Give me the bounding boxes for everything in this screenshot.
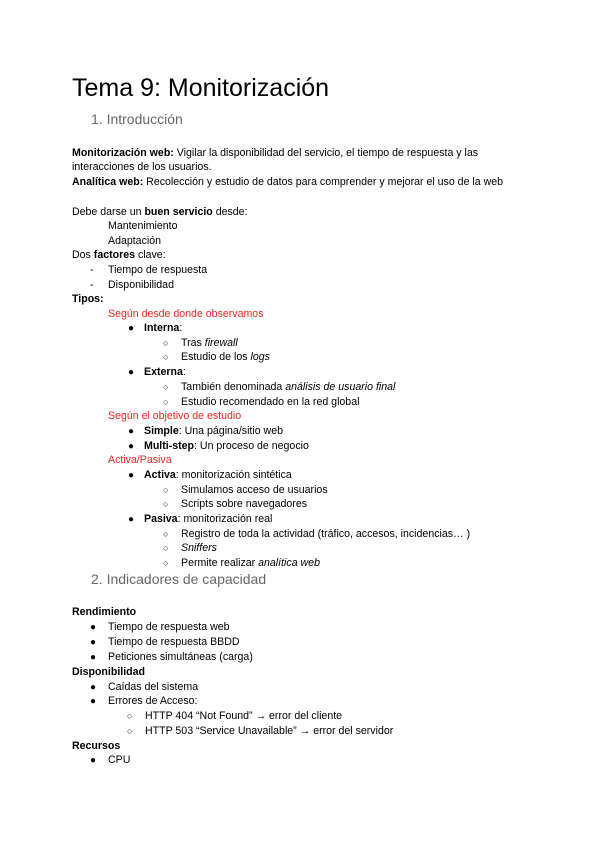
definition-term: Analítica web: bbox=[72, 176, 144, 188]
text: clave: bbox=[135, 249, 166, 261]
error-item: HTTP 404 “Not Found” → error del cliente bbox=[145, 710, 343, 722]
type-interna bbox=[144, 322, 182, 335]
circle-bullet-icon: ○ bbox=[127, 726, 133, 736]
error-item: HTTP 503 “Service Unavailable” → error del servidor bbox=[145, 725, 394, 737]
type-simple bbox=[144, 425, 283, 438]
circle-bullet-icon: ○ bbox=[163, 338, 169, 348]
bullet-icon: ● bbox=[128, 323, 135, 334]
types-by-objective: Según el objetivo de estudio bbox=[108, 410, 242, 422]
service-item: Mantenimiento bbox=[108, 220, 178, 232]
factors-intro bbox=[72, 249, 166, 262]
types-label bbox=[72, 293, 104, 306]
factor-item: Disponibilidad bbox=[108, 279, 174, 291]
section-heading-intro: 1. Introducción bbox=[91, 111, 183, 127]
bold-text: Multi-step bbox=[144, 440, 195, 452]
italic-text: logs bbox=[250, 351, 270, 363]
interna-sub-item bbox=[181, 337, 238, 350]
type-pasiva bbox=[144, 513, 272, 526]
bold-text: Disponibilidad bbox=[72, 666, 145, 678]
type-externa bbox=[144, 366, 186, 379]
definition-monitoring-cont: interacciones de los usuarios. bbox=[72, 161, 212, 173]
bullet-icon: ● bbox=[90, 622, 97, 633]
indicator-item: Errores de Acceso: bbox=[108, 695, 198, 707]
definition-term: Monitorización web: bbox=[72, 147, 174, 159]
bold-text: Externa bbox=[144, 366, 183, 378]
definition-text: Recolección y estudio de datos para comprender y mejorar el uso de la web bbox=[143, 176, 504, 188]
types-active-passive: Activa/Pasiva bbox=[108, 454, 172, 466]
text: Dos bbox=[72, 249, 94, 261]
types-by-observation: Según desde donde observamos bbox=[108, 308, 264, 320]
bold-text: buen servicio bbox=[144, 206, 213, 218]
type-activa bbox=[144, 469, 292, 482]
externa-sub-item bbox=[181, 381, 395, 394]
pasiva-sub-item bbox=[181, 542, 217, 555]
bullet-icon: ● bbox=[128, 514, 135, 525]
italic-text: análisis de usuario final bbox=[285, 381, 396, 393]
activa-sub-item: Simulamos acceso de usuarios bbox=[181, 484, 328, 496]
italic-text: analítica web bbox=[258, 557, 320, 569]
bullet-icon: ● bbox=[90, 755, 97, 766]
text: : monitorización sintética bbox=[175, 469, 292, 481]
bold-text: Simple bbox=[144, 425, 179, 437]
text: Debe darse un bbox=[72, 206, 145, 218]
interna-sub-item bbox=[181, 351, 270, 364]
definition-text: Vigilar la disponibilidad del servicio, el tiempo de respuesta y las bbox=[173, 147, 479, 159]
pasiva-sub-item bbox=[181, 557, 320, 570]
bold-text: factores bbox=[93, 249, 136, 261]
bold-text: Rendimiento bbox=[72, 606, 137, 618]
indicator-item: CPU bbox=[108, 754, 131, 766]
definition-monitoring bbox=[72, 147, 478, 160]
text: desde: bbox=[212, 206, 248, 218]
bullet-icon: ● bbox=[128, 441, 135, 452]
bullet-icon: ● bbox=[90, 652, 97, 663]
externa-sub-item: Estudio recomendado en la red global bbox=[181, 396, 360, 408]
bullet-icon: ● bbox=[90, 696, 97, 707]
text: : Un proceso de negocio bbox=[194, 440, 309, 452]
indicator-recursos-label bbox=[72, 740, 120, 753]
indicator-item: Peticiones simultáneas (carga) bbox=[108, 651, 253, 663]
text: : bbox=[182, 366, 186, 378]
pasiva-sub-item: Registro de toda la actividad (tráfico, accesos, incidencias… ) bbox=[181, 528, 471, 540]
type-multistep bbox=[144, 440, 309, 453]
circle-bullet-icon: ○ bbox=[163, 485, 169, 495]
page-title: Tema 9: Monitorización bbox=[72, 74, 330, 102]
indicator-item: Caídas del sistema bbox=[108, 681, 199, 693]
circle-bullet-icon: ○ bbox=[163, 558, 169, 568]
indicator-item: Tiempo de respuesta web bbox=[108, 621, 230, 633]
bold-text: Recursos bbox=[72, 740, 121, 752]
text: : bbox=[179, 322, 183, 334]
dash-icon: - bbox=[90, 264, 94, 276]
circle-bullet-icon: ○ bbox=[163, 499, 169, 509]
circle-bullet-icon: ○ bbox=[163, 382, 169, 392]
circle-bullet-icon: ○ bbox=[127, 711, 133, 721]
text: Estudio de los bbox=[181, 351, 251, 363]
bullet-icon: ● bbox=[128, 470, 135, 481]
service-intro bbox=[72, 206, 248, 219]
italic-text: firewall bbox=[204, 337, 238, 349]
bold-text: Pasiva bbox=[144, 513, 178, 525]
bold-text: Activa bbox=[144, 469, 176, 481]
text: Tras bbox=[181, 337, 205, 349]
bullet-icon: ● bbox=[128, 367, 135, 378]
indicator-disponibilidad-label bbox=[72, 666, 145, 679]
service-item: Adaptación bbox=[108, 235, 162, 247]
circle-bullet-icon: ○ bbox=[163, 529, 169, 539]
circle-bullet-icon: ○ bbox=[163, 352, 169, 362]
bullet-icon: ● bbox=[90, 637, 97, 648]
circle-bullet-icon: ○ bbox=[163, 397, 169, 407]
indicator-rendimiento-label bbox=[72, 606, 136, 619]
section-heading-indicators: 2. Indicadores de capacidad bbox=[91, 571, 267, 587]
indicator-item: Tiempo de respuesta BBDD bbox=[108, 636, 240, 648]
text: : Una página/sitio web bbox=[178, 425, 283, 437]
dash-icon: - bbox=[90, 279, 94, 291]
circle-bullet-icon: ○ bbox=[163, 543, 169, 553]
factor-item: Tiempo de respuesta bbox=[108, 264, 208, 276]
italic-text: Sniffers bbox=[181, 542, 217, 554]
bold-text: Tipos: bbox=[72, 293, 104, 305]
activa-sub-item: Scripts sobre navegadores bbox=[181, 498, 308, 510]
bold-text: Interna bbox=[144, 322, 180, 334]
definition-analytics bbox=[72, 176, 503, 189]
text: : monitorización real bbox=[177, 513, 273, 525]
text: También denominada bbox=[181, 381, 286, 393]
text: Permite realizar bbox=[181, 557, 259, 569]
bullet-icon: ● bbox=[90, 682, 97, 693]
bullet-icon: ● bbox=[128, 426, 135, 437]
